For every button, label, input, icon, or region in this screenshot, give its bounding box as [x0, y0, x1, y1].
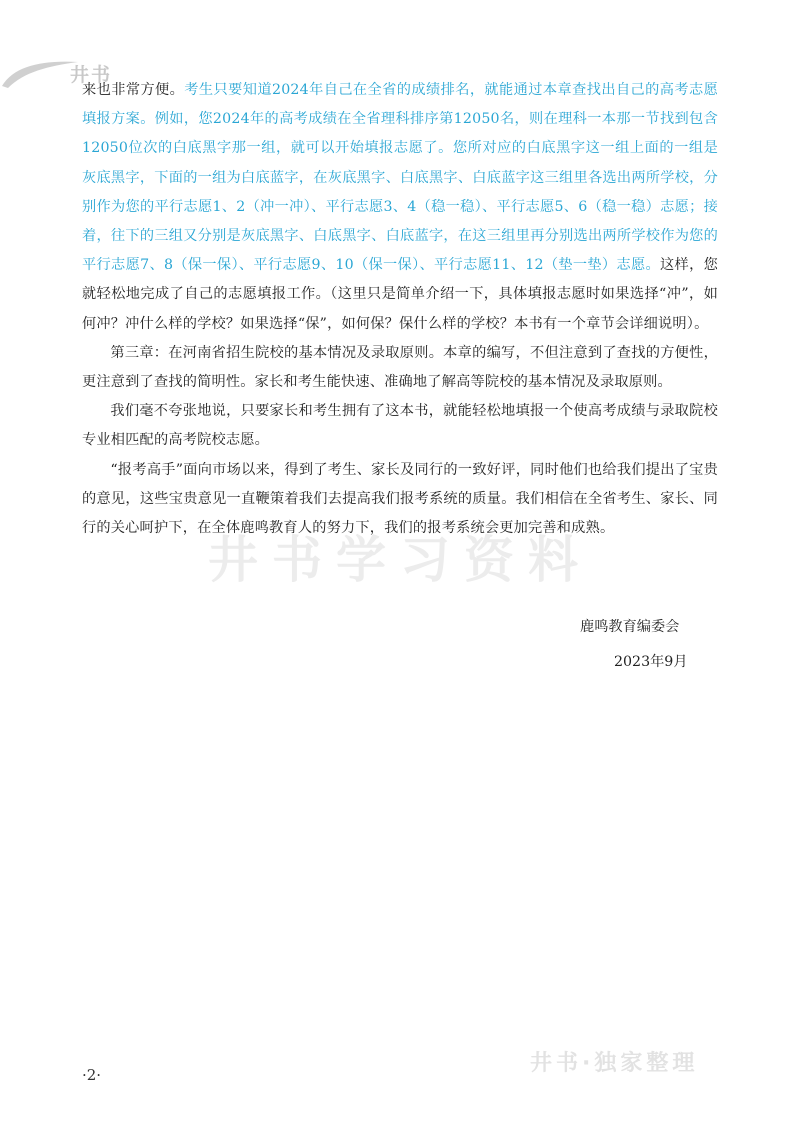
bottom-watermark: 井书·独家整理	[530, 1051, 699, 1076]
paragraph-1	[82, 76, 718, 339]
page-number: ·2·	[82, 1066, 102, 1084]
paragraph-1-start: 来也非常方便。	[82, 82, 185, 98]
body-text	[82, 76, 718, 543]
paragraph-4: “报考高手”面向市场以来，得到了考生、家长及同行的一致好评，同时他们也给我们提出了宝贵的意见，这些宝贵意见一直鞭策着我们去提高我们报考系统的质量。我们相信在全省考生、家长、同行的关心呵护下，在全体鹿鸣教育人的努力下，我们的报考系统会更加完善和成熟。	[82, 461, 718, 537]
paragraph-2: 第三章：在河南省招生院校的基本情况及录取原则。本章的编写，不但注意到了查找的方便性，更注意到了查找的简明性。家长和考生能快速、准确地了解高等院校的基本情况及录取原则。	[82, 344, 718, 391]
logo-text: 井书	[70, 64, 113, 86]
paragraph-1-highlight: 考生只要知道2024年自己在全省的成绩排名，就能通过本章查找出自己的高考志愿填报方案。例如，您2024年的高考成绩在全省理科排序第12050名，则在理科一本那一节找到包含12050位次的白底黑字那一组，就可以开始填报志愿了。您所对应的白底黑字这一组上面的一组是灰底黑字，下面的一组为白底蓝字，在灰底黑字、白底黑字、白底蓝字这三组里各选出两所学校，分别作为您的平行志愿1、2（冲一冲）、平行志愿3、4（稳一稳）、平行志愿5、6（稳一稳）志愿；接着，往下的三组又分别是灰底黑字、白底黑字、白底蓝字，在这三组里再分别选出两所学校作为您的平行志愿7、8（保一保）、平行志愿9、10（保一保）、平行志愿11、12（垫一垫）志愿。	[82, 82, 718, 274]
brush-stroke-icon	[0, 58, 80, 92]
paragraph-3: 我们毫不夸张地说，只要家长和考生拥有了这本书，就能轻松地填报一个使高考成绩与录取院校专业相匹配的高考院校志愿。	[82, 403, 718, 449]
center-watermark: 井书学习资料	[208, 531, 592, 589]
paragraph-1-end: 这样，您就轻松地完成了自己的志愿填报工作。（这里只是简单介绍一下，具体填报志愿时如果选择“冲”，如何冲？冲什么样的学校？如果选择“保”，如何保？保什么样的学校？本书有一个章节会详细说明）。	[82, 257, 718, 332]
signature-org: 鹿鸣教育编委会	[580, 619, 680, 635]
signature-date: 2023年9月	[614, 654, 688, 670]
